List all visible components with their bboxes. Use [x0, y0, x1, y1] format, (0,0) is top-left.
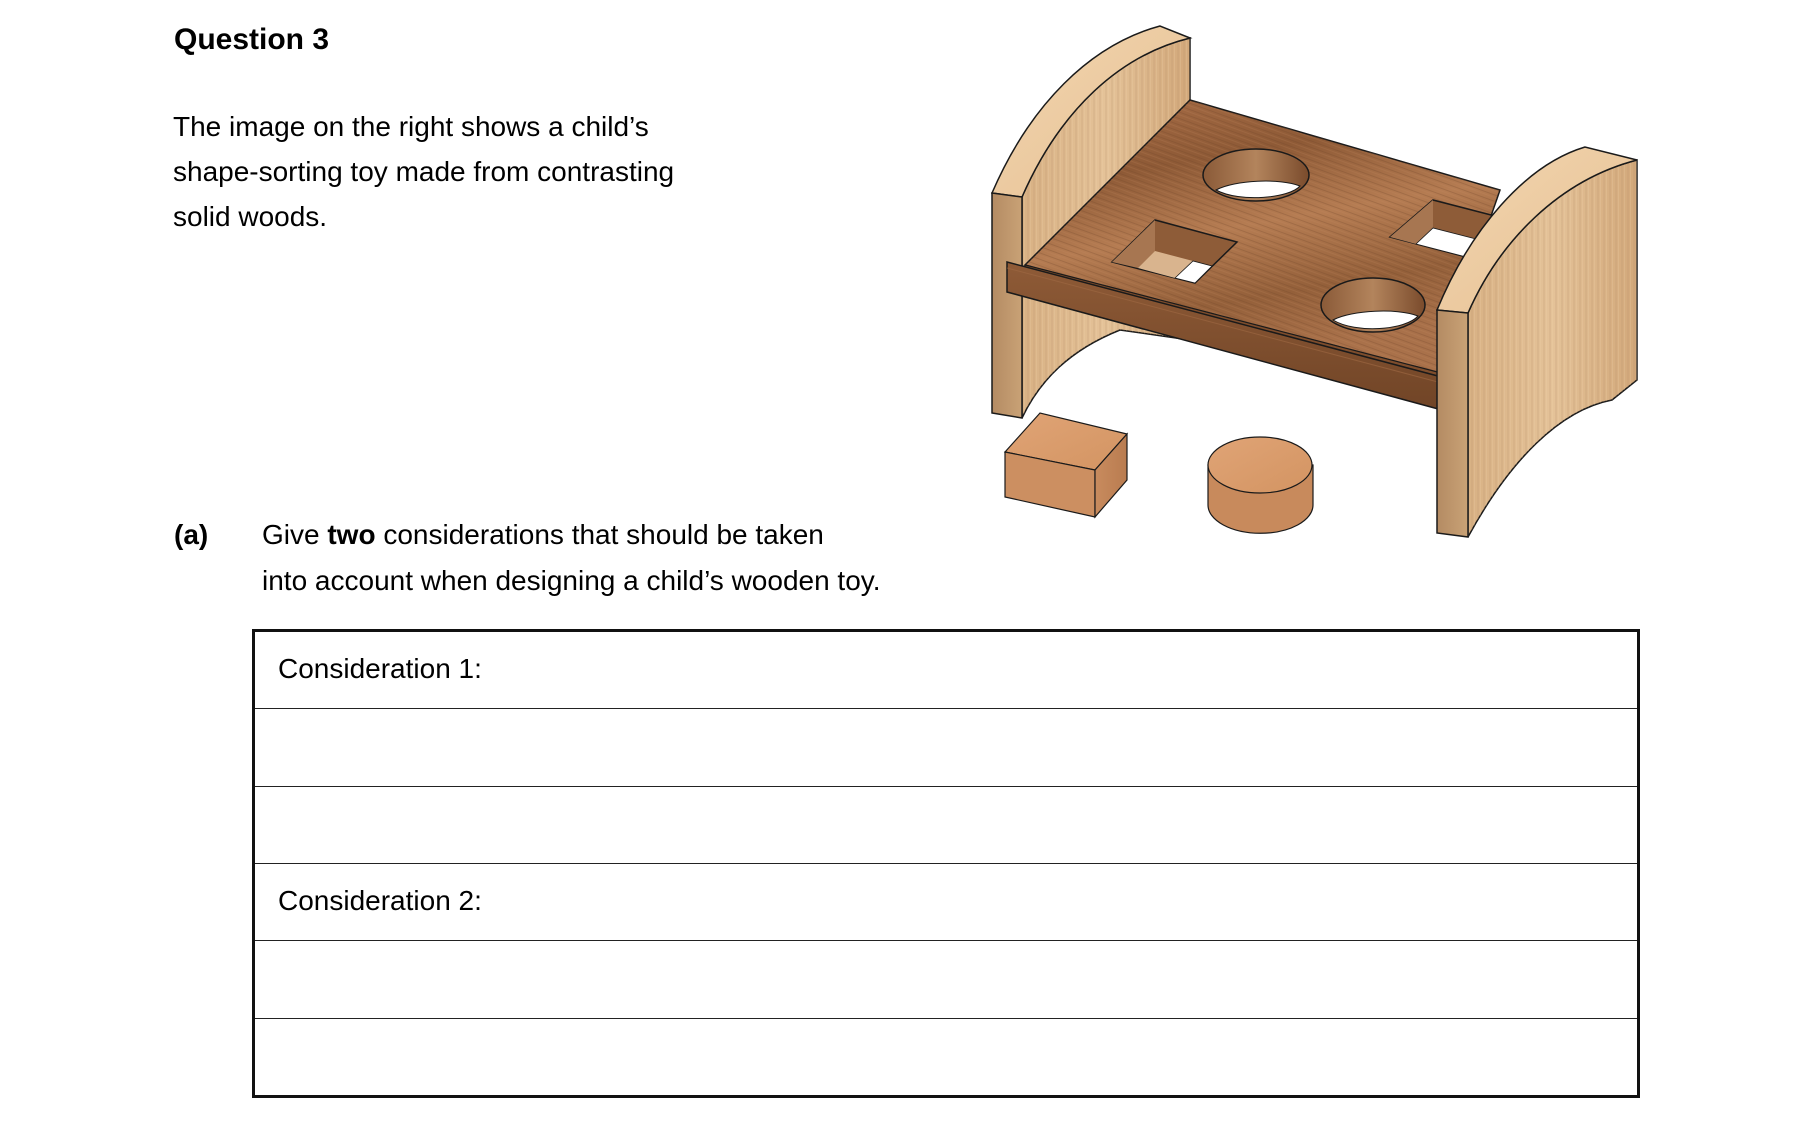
prompt-text: Give — [262, 519, 328, 550]
consideration-1-label: Consideration 1: — [278, 653, 482, 684]
intro-line: The image on the right shows a child’s — [173, 111, 649, 142]
prompt-line-2: into account when designing a child’s wooden toy. — [262, 565, 881, 596]
round-block — [1208, 437, 1313, 533]
answer-row-blank[interactable] — [255, 708, 1637, 785]
toy-illustration — [985, 15, 1650, 555]
answer-row-consideration-1[interactable] — [255, 632, 1637, 708]
part-a-label: (a) — [174, 519, 209, 550]
part-a-prompt — [262, 512, 881, 604]
answer-table — [252, 629, 1640, 1098]
answer-row-blank[interactable] — [255, 786, 1637, 863]
consideration-2-label: Consideration 2: — [278, 884, 482, 916]
question-intro — [173, 104, 674, 239]
answer-row-blank[interactable] — [255, 1018, 1637, 1095]
answer-row-consideration-2[interactable] — [255, 863, 1637, 940]
question-title: Question 3 — [174, 23, 330, 56]
answer-row-blank[interactable] — [255, 940, 1637, 1017]
prompt-line-1 — [262, 512, 881, 558]
intro-line: solid woods. — [173, 201, 328, 232]
prompt-emphasis: two — [327, 519, 376, 550]
round-hole-back — [1203, 149, 1309, 201]
round-hole-front — [1321, 278, 1425, 332]
square-block — [1005, 413, 1127, 517]
intro-line: shape-sorting toy made from contrasting — [173, 156, 675, 187]
prompt-text: considerations that should be taken — [375, 519, 824, 550]
